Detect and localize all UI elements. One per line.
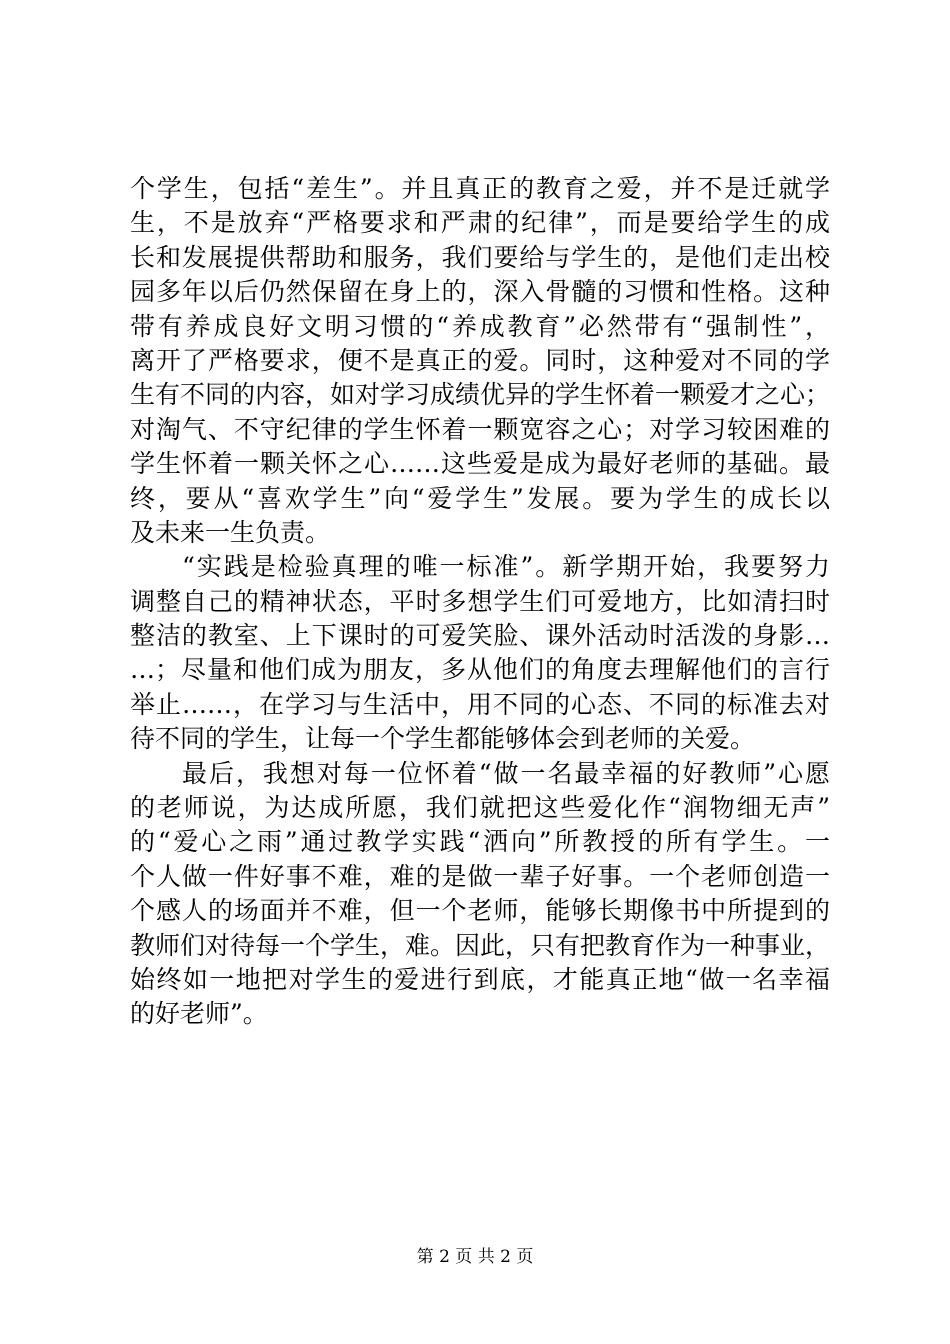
- text-line: 对淘气、不守纪律的学生怀着一颗宽容之心；对学习较困难的: [130, 414, 830, 444]
- document-body: [130, 172, 830, 1032]
- text-line: 带有养成良好文明习惯的“养成教育”必然带有“强制性”，: [130, 311, 830, 341]
- paragraph: [130, 172, 830, 550]
- page-footer: 第 2 页 共 2 页: [416, 1247, 534, 1267]
- text-line: 的好老师”。: [130, 999, 268, 1029]
- text-line: 始终如一地把对学生的爱进行到底，才能真正地“做一名幸福: [130, 964, 830, 994]
- text-line: 调整自己的精神状态，平时多想学生们可爱地方，比如清扫时: [130, 586, 830, 616]
- text-line: 的老师说，为达成所愿，我们就把这些爱化作“润物细无声”: [130, 793, 830, 823]
- text-line: 个感人的场面并不难，但一个老师，能够长期像书中所提到的: [130, 896, 830, 926]
- paragraph: [130, 550, 830, 756]
- text-line: 长和发展提供帮助和服务，我们要给与学生的，是他们走出校: [130, 242, 830, 272]
- text-line: “实践是检验真理的唯一标准”。新学期开始，我要努力: [182, 552, 830, 582]
- text-line: 生有不同的内容，如对学习成绩优异的学生怀着一颗爱才之心；: [130, 380, 831, 410]
- text-line: 整洁的教室、上下课时的可爱笑脸、课外活动时活泼的身影…: [130, 621, 830, 651]
- text-line: 教师们对待每一个学生，难。因此，只有把教育作为一种事业，: [130, 930, 831, 960]
- text-line: 最后，我想对每一位怀着“做一名最幸福的好教师”心愿: [182, 758, 830, 788]
- text-line: 终，要从“喜欢学生”向“爱学生”发展。要为学生的成长以: [130, 483, 830, 513]
- text-line: 学生怀着一颗关怀之心……这些爱是成为最好老师的基础。最: [130, 449, 830, 479]
- paragraph: [130, 757, 830, 1032]
- text-line: 个人做一件好事不难，难的是做一辈子好事。一个老师创造一: [130, 861, 830, 891]
- text-line: 的“爱心之雨”通过教学实践“洒向”所教授的所有学生。一: [130, 827, 830, 857]
- text-line: 待不同的学生，让每一个学生都能够体会到老师的关爱。: [130, 724, 756, 754]
- text-line: 举止……，在学习与生活中，用不同的心态、不同的标准去对: [130, 689, 830, 719]
- text-line: 离开了严格要求，便不是真正的爱。同时，这种爱对不同的学: [130, 345, 830, 375]
- text-line: 个学生，包括“差生”。并且真正的教育之爱，并不是迁就学: [130, 174, 830, 203]
- text-line: 生，不是放弃“严格要求和严肃的纪律”，而是要给学生的成: [130, 208, 830, 238]
- text-line: 园多年以后仍然保留在身上的，深入骨髓的习惯和性格。这种: [130, 277, 830, 307]
- text-line: …；尽量和他们成为朋友，多从他们的角度去理解他们的言行: [130, 655, 830, 685]
- text-line: 及未来一生负责。: [130, 517, 331, 547]
